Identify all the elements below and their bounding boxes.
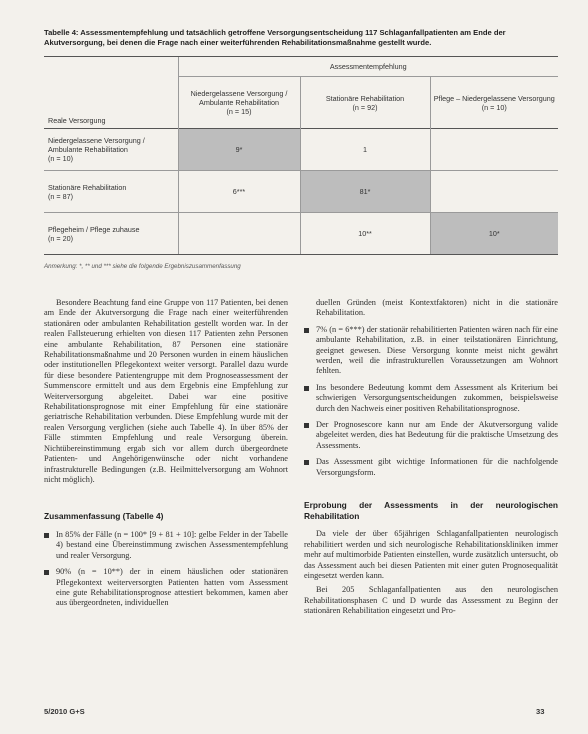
table-row [44,171,558,213]
row-label-n: (n = 20) [48,233,73,243]
row-label-n: (n = 10) [48,154,73,163]
row-label-text: Niedergelassene Versorgung / Ambulante Rehabilitation [48,136,145,154]
row-header: Reale Versorgung [44,57,178,129]
column-header [430,77,558,129]
column-header-label: Niedergelassene Versorgung / Ambulante Rehabilitation [190,89,288,107]
summary-bullet: Der Prognosescore kann nur am Ende der Akutversorgung valide abgeleitet werden, dies hat Bedeutung für die praktische Umsetzung des Assessments. [304,420,558,451]
table-cell: 10* [430,213,558,255]
intro-paragraph: Besondere Beachtung fand eine Gruppe von 117 Patienten, bei denen am Ende der Akutversorgung die Frage nach einer weiterführenden stationären oder ambulanten Rehabilitation gestellt worden war. In der realen Fallsteuerung erhielten von diesen 117 Patienten zehn Personen eine ambulante Rehabilitation, 87 Personen eine stationäre Rehabilitationsmaßnahme und 20 Personen wurden in einem häuslichen oder institutionellen Pflegekontext weiter versorgt. Parallel dazu wurde für diese besondere Patientengruppe mit dem Prognoseassessment der Summenscore ermittelt und aus dem Ergebnis eine Empfehlung zur Weiterversorgung abgeleitet. Dabei war eine positive Rehabilitationsprognose mit einer Empfehlung für eine stationäre geriatrische Rehabilitation verbunden. Diese Empfehlung wurde mit der realen Versorgung verglichen (siehe auch Tabelle 4). In über 85% der Fälle stimmten Empfehlung und reale Versorgung überein. Nichtübereinstimmung ergab sich vor allem durch übergeordnete Patienten- und Angehörigenwünsche oder nicht vorhandene infrastrukturelle Bedingungen (z.B. Heilmittelversorgung am Wohnort nicht möglich). [44,298,288,484]
column-header [178,77,300,129]
section-heading: Erprobung der Assessments in der neurologischen Rehabilitation [304,500,558,521]
table-cell: 6*** [178,171,300,213]
table-row [44,129,558,171]
column-header-n: (n = 92) [352,102,378,112]
issue-label: 5/2010 G+S [44,707,85,716]
body-paragraph: Da viele der über 65jährigen Schlaganfallpatienten neurologisch rehabilitiert werden und sich neurologische Rehabilitationskliniken immer mehr auf multimorbide Patienten einstellen, wurde zusätzlich untersucht, ob das Assessment auch bei diesen Patienten mit einer guten Prognosequalität eingesetzt werden kann. [304,529,558,580]
table-cell [430,171,558,213]
group-header: Assessmentempfehlung [178,57,558,77]
table-cell: 10** [300,213,430,255]
column-header [300,77,430,129]
table-row [44,213,558,255]
left-column [44,298,288,615]
summary-bullet: Das Assessment gibt wichtige Informationen für die nachfolgende Versorgungsform. [304,457,558,478]
table-cell [430,129,558,171]
column-header-n: (n = 15) [226,107,252,116]
table-cell [178,213,300,255]
page-number: 33 [536,707,545,716]
right-column [304,298,558,617]
row-label-n: (n = 87) [48,191,73,201]
row-label-text: Stationäre Rehabilitation [48,182,127,192]
row-label [44,171,178,213]
summary-bullet: 7% (n = 6***) der stationär rehabilitierten Patienten wären nach für eine ambulante Rehabilitation, z.B. in einer teilstationären Einrichtung, geeignet gewesen. Diese Versorgung konnte meist nicht gewährt werden, weil die infrastrukturellen Voraussetzungen am Wohnort fehlten. [304,325,558,377]
column-header-n: (n = 10) [481,102,507,112]
column-header-label: Pflege – Niedergelassene Versorgung [433,93,555,103]
table-cell: 9* [178,129,300,171]
continuation-paragraph: duellen Gründen (meist Kontextfaktoren) nicht in die stationäre Rehabilitation. [316,298,558,318]
row-label [44,129,178,171]
body-paragraph: Bei 205 Schlaganfallpatienten aus den neurologischen Rehabilitationsphasen C und D wurde das Assessment zu Beginn der stationären Rehabilitation eingesetzt und Pro- [304,585,558,616]
summary-bullet: 90% (n = 10**) der in einem häuslichen oder stationären Pflegekontext weiterversorgten Patienten hatten vom Assessment eine gute Rehabilitationsprognose attestiert bekommen, kamen aber aus übergeordneten, individuellen [44,567,288,609]
table-note: Anmerkung: *, ** und *** siehe die folgende Ergebniszusammenfassung [44,263,241,270]
summary-heading: Zusammenfassung (Tabelle 4) [44,511,164,522]
summary-bullet: In 85% der Fälle (n = 100* [9 + 81 + 10]: gelbe Felder in der Tabelle 4) bestand eine Übereinstimmung zwischen Assessmentempfehlung und realer Versorgung. [44,530,288,561]
assessment-table [44,56,558,255]
table-cell: 81* [300,171,430,213]
table-caption: Tabelle 4: Assessmentempfehlung und tatsächlich getroffene Versorgungsentscheidung 117 Schlaganfallpatienten am Ende der Akutversorgung, bei denen die Frage nach einer weiterführenden Rehabilitationsmaßnahme gestellt wurde. [44,28,506,47]
row-label-text: Pflegeheim / Pflege zuhause [48,224,140,234]
row-label [44,213,178,255]
column-header-label: Stationäre Rehabilitation [325,93,405,103]
summary-bullet: Ins besondere Bedeutung kommt dem Assessment als Kriterium bei schwierigen Versorgungsentscheidungen zukommen, beispielsweise durch den Nachweis einer positiven Rehabilitationsprognose. [304,383,558,414]
table-cell: 1 [300,129,430,171]
